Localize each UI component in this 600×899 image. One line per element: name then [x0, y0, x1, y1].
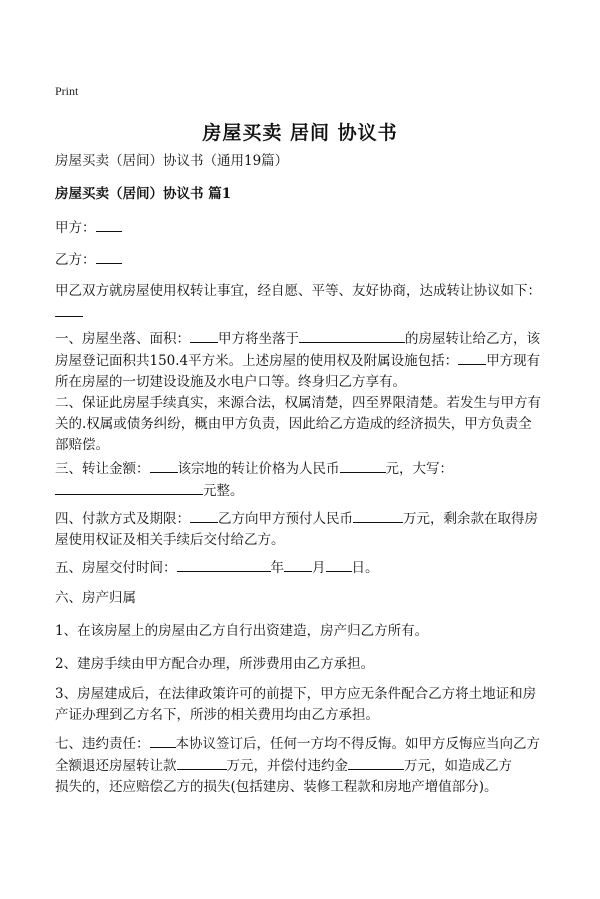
clause-1-b: 甲方将坐落于 — [218, 331, 299, 347]
print-link[interactable]: Print — [55, 84, 79, 98]
clause-6-heading: 六、房产归属 — [55, 590, 136, 606]
clause-3-blank-3 — [55, 480, 203, 495]
document-title: 房屋买卖 居间 协议书 — [202, 122, 398, 144]
clause-7-c: 全额退还房屋转让款 — [55, 758, 177, 774]
clause-4-blank-2 — [353, 508, 403, 523]
clause-1 — [55, 328, 555, 393]
intro-text: 甲乙双方就房屋使用权转让事宜，经自愿、平等、友好协商，达成转让协议如下： — [55, 283, 541, 299]
party-a-blank — [96, 217, 122, 232]
intro-blank — [55, 302, 83, 317]
clause-7-e: 万元，如造成乙方 — [404, 758, 512, 774]
clause-5-a: 五、房屋交付时间： — [55, 560, 177, 576]
intro-paragraph — [55, 281, 565, 324]
clause-6-item-3 — [55, 684, 555, 726]
clause-5-blank-2 — [284, 557, 312, 572]
clause-1-line2: 房屋登记面积共150.4平方米。上述房屋的使用权及附属设施包括： — [55, 353, 459, 369]
clause-1-blank-3 — [458, 350, 486, 365]
clause-1-d: 甲方现有 — [486, 353, 541, 369]
clause-1-line3: 所在房屋的一切建设设施及水电户口等。终身归乙方享有。 — [55, 374, 406, 390]
party-b-line — [55, 249, 555, 271]
clause-6-item-2: 2、建房手续由甲方配合办理，所涉费用由乙方承担。 — [55, 656, 375, 672]
party-a-line — [55, 217, 555, 239]
document-subtitle: 房屋买卖（居间）协议书（通用19篇） — [55, 153, 289, 169]
clause-3-b: 该宗地的转让价格为人民币 — [177, 461, 340, 477]
clause-6-item-3-line1: 3、房屋建成后，在法律政策许可的前提下，甲方应无条件配合乙方将土地证和房 — [55, 686, 537, 702]
clause-7-blank-3 — [348, 755, 404, 770]
clause-5-blank-1 — [177, 557, 271, 572]
clause-2-line3: 部赔偿。 — [55, 437, 109, 453]
clause-7-line3: 损失的，还应赔偿乙方的损失(包括建房、装修工程款和房地产增值部分)。 — [55, 779, 498, 795]
clause-7-blank-2 — [177, 755, 227, 770]
clause-5-blank-3 — [326, 557, 352, 572]
clause-3-a: 三、转让金额： — [55, 461, 150, 477]
clause-7-b: 本协议签订后，任何一方均不得反悔。如甲方反悔应当向乙方 — [175, 736, 540, 752]
party-a-label: 甲方： — [55, 220, 96, 236]
party-b-label: 乙方： — [55, 252, 96, 268]
clause-3-c: 元，大写： — [385, 461, 453, 477]
clause-4-a: 四、付款方式及期限： — [55, 511, 190, 527]
clause-4-c: 万元，剩余款在取得房 — [403, 511, 538, 527]
clause-4-b: 乙方向甲方预付人民币 — [218, 511, 353, 527]
clause-6-item-1: 1、在该房屋上的房屋由乙方自行出资建造，房产归乙方所有。 — [55, 623, 429, 639]
clause-5-c: 月 — [312, 560, 326, 576]
clause-7 — [55, 733, 555, 798]
clause-1-c: 的房屋转让给乙方，该 — [405, 331, 540, 347]
clause-7-blank-1 — [150, 733, 176, 748]
clause-2 — [55, 393, 555, 456]
clause-1-a: 一、房屋坐落、面积： — [55, 331, 190, 347]
clause-2-line1: 二、保证此房屋手续真实，来源合法，权属清楚，四至界限清楚。若发生与甲方有 — [55, 395, 541, 411]
party-b-blank — [96, 249, 122, 264]
clause-3-d: 元整。 — [203, 483, 244, 499]
clause-5-b: 年 — [270, 560, 284, 576]
clause-5-d: 日。 — [351, 560, 379, 576]
clause-7-a: 七、违约责任： — [55, 736, 150, 752]
clause-3-blank-2 — [340, 458, 386, 473]
clause-5 — [55, 557, 555, 579]
clause-4-line2: 屋使用权证及相关手续后交付给乙方。 — [55, 532, 285, 548]
clause-3-blank-1 — [150, 458, 178, 473]
clause-3 — [55, 458, 555, 502]
clause-7-d: 万元，并偿付违约金 — [226, 758, 348, 774]
clause-2-line2: 关的.权属或债务纠纷，概由甲方负责，因此给乙方造成的经济损失，甲方负责全 — [55, 416, 532, 432]
clause-4-blank-1 — [190, 508, 218, 523]
clause-1-blank-2 — [299, 328, 405, 343]
clause-6-item-3-line2: 产证办理到乙方名下，所涉的相关费用均由乙方承担。 — [55, 707, 379, 723]
clause-1-blank-1 — [190, 328, 218, 343]
clause-4 — [55, 508, 555, 551]
section-heading: 房屋买卖（居间）协议书 篇1 — [55, 186, 232, 202]
